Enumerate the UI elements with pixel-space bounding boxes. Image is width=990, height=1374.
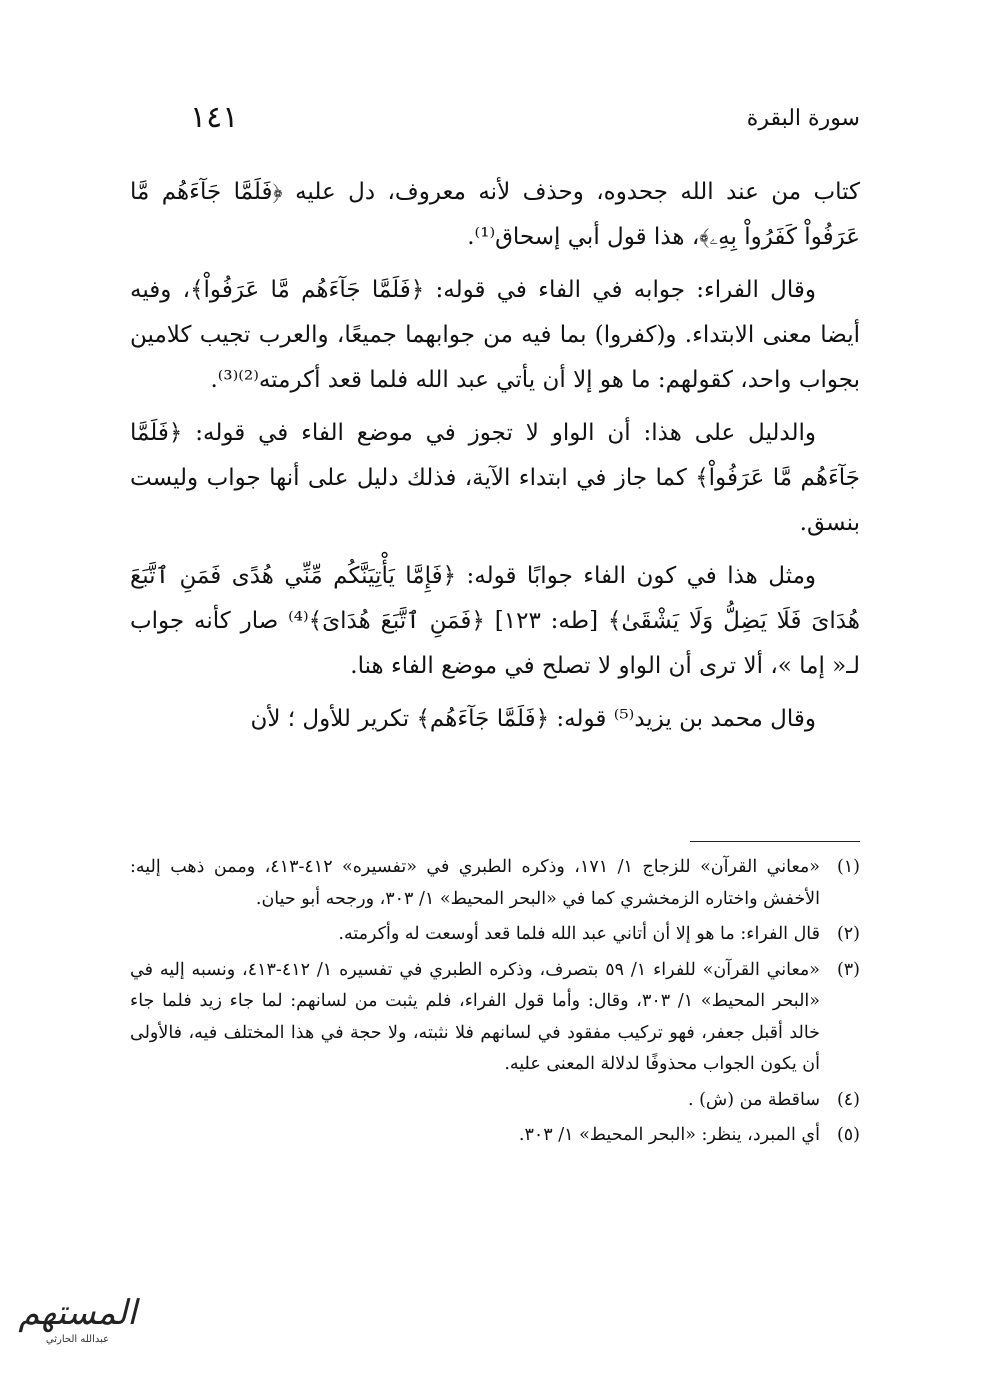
main-text — [130, 170, 860, 750]
footnote-text: أي المبرد، ينظر: «البحر المحيط» ١/ ٣٠٣. — [518, 1125, 820, 1145]
paragraph: وقال الفراء: جوابه في الفاء في قوله: ﴿فَلَمَّا جَآءَهُم مَّا عَرَفُواْ﴾، وفيه أيضا معنى الابتداء. و(كفروا) بما فيه من جوابهما جميعًا، والعرب تجيب كلامين بجواب واحد، كقولهم: ما هو إلا أن يأتي عبد الله فلما قعد أكرمته⁽²⁾⁽³⁾. — [130, 277, 860, 393]
paragraph: ومثل هذا في كون الفاء جوابًا قوله: ﴿فَإِمَّا يَأْتِيَنَّكُم مِّنِّي هُدًى فَمَنِ ٱتَّبَعَ هُدَاىَ فَلَا يَضِلُّ وَلَا يَشْقَىٰ﴾ [طه: ١٢٣] ﴿فَمَنِ ٱتَّبَعَ هُدَاىَ﴾⁽⁴⁾ صار كأنه جواب لـ« إما »، ألا ترى أن الواو لا تصلح في موضع الفاء هنا. — [130, 563, 860, 679]
paragraph: والدليل على هذا: أن الواو لا تجوز في موضع الفاء في قوله: ﴿فَلَمَّا جَآءَهُم مَّا عَرَفُواْ﴾ كما جاز في ابتداء الآية، فذلك دليل على أنها جواب وليست بنسق. — [130, 420, 860, 536]
logo-calligraphy: المستهم — [18, 1293, 137, 1333]
footnote — [130, 919, 860, 951]
footnote-text: قال الفراء: ما هو إلا أن أتاني عبد الله فلما قعد أوسعت له وأكرمته. — [338, 924, 820, 944]
library-logo — [10, 1290, 145, 1360]
footnote-number: (١) — [836, 857, 860, 877]
footnote-divider — [690, 841, 860, 842]
footnote-number: (٢) — [836, 924, 860, 944]
footnote-text: «معاني القرآن» للفراء ١/ ٥٩ بتصرف، وذكره الطبري في تفسيره ١/ ٤١٢-٤١٣، ونسبه إليه في «البحر المحيط» ١/ ٣٠٣، وقال: وأما قول الفراء، فلم يثبت من لسانهم: لما جاء زيد فلما جاء خالد أقبل جعفر، فهو تركيب مفقود في لسانهم فلا نثبته، ولا حجة في هذا المختلف فيه، فالأولى أن يكون الجواب محذوفًا لدلالة المعنى عليه. — [130, 959, 820, 1074]
footnote-number: (٤) — [836, 1089, 860, 1110]
footnotes — [130, 852, 860, 1156]
page-number: ١٤١ — [190, 100, 239, 135]
logo-subtitle: عبدالله الحارثي — [45, 1334, 110, 1345]
surah-title: سورة البقرة — [746, 106, 860, 131]
footnote-number: (٥) — [836, 1125, 860, 1145]
paragraph: كتاب من عند الله جحدوه، وحذف لأنه معروف، دل عليه ﴿فَلَمَّا جَآءَهُم مَّا عَرَفُواْ كَفَرُواْ بِهِۦ﴾، هذا قول أبي إسحاق⁽¹⁾. — [130, 179, 860, 250]
page-header — [130, 100, 860, 140]
footnote-text: ساقطة من (ش) . — [687, 1089, 820, 1110]
paragraph: وقال محمد بن يزيد⁽⁵⁾ قوله: ﴿فَلَمَّا جَآءَهُم﴾ تكرير للأول ؛ لأن — [250, 706, 816, 732]
footnote — [130, 1085, 860, 1117]
footnote-text: «معاني القرآن» للزجاج ١/ ١٧١، وذكره الطبري في «تفسيره» ٤١٢-٤١٣، وممن ذهب إليه: الأخفش واختاره الزمخشري كما في «البحر المحيط» ١/ ٣٠٣، ورجحه أبو حيان. — [130, 857, 820, 909]
footnote-number: (٣) — [836, 959, 860, 980]
footnote — [130, 852, 860, 915]
footnote — [130, 955, 860, 1081]
footnote — [130, 1120, 860, 1152]
